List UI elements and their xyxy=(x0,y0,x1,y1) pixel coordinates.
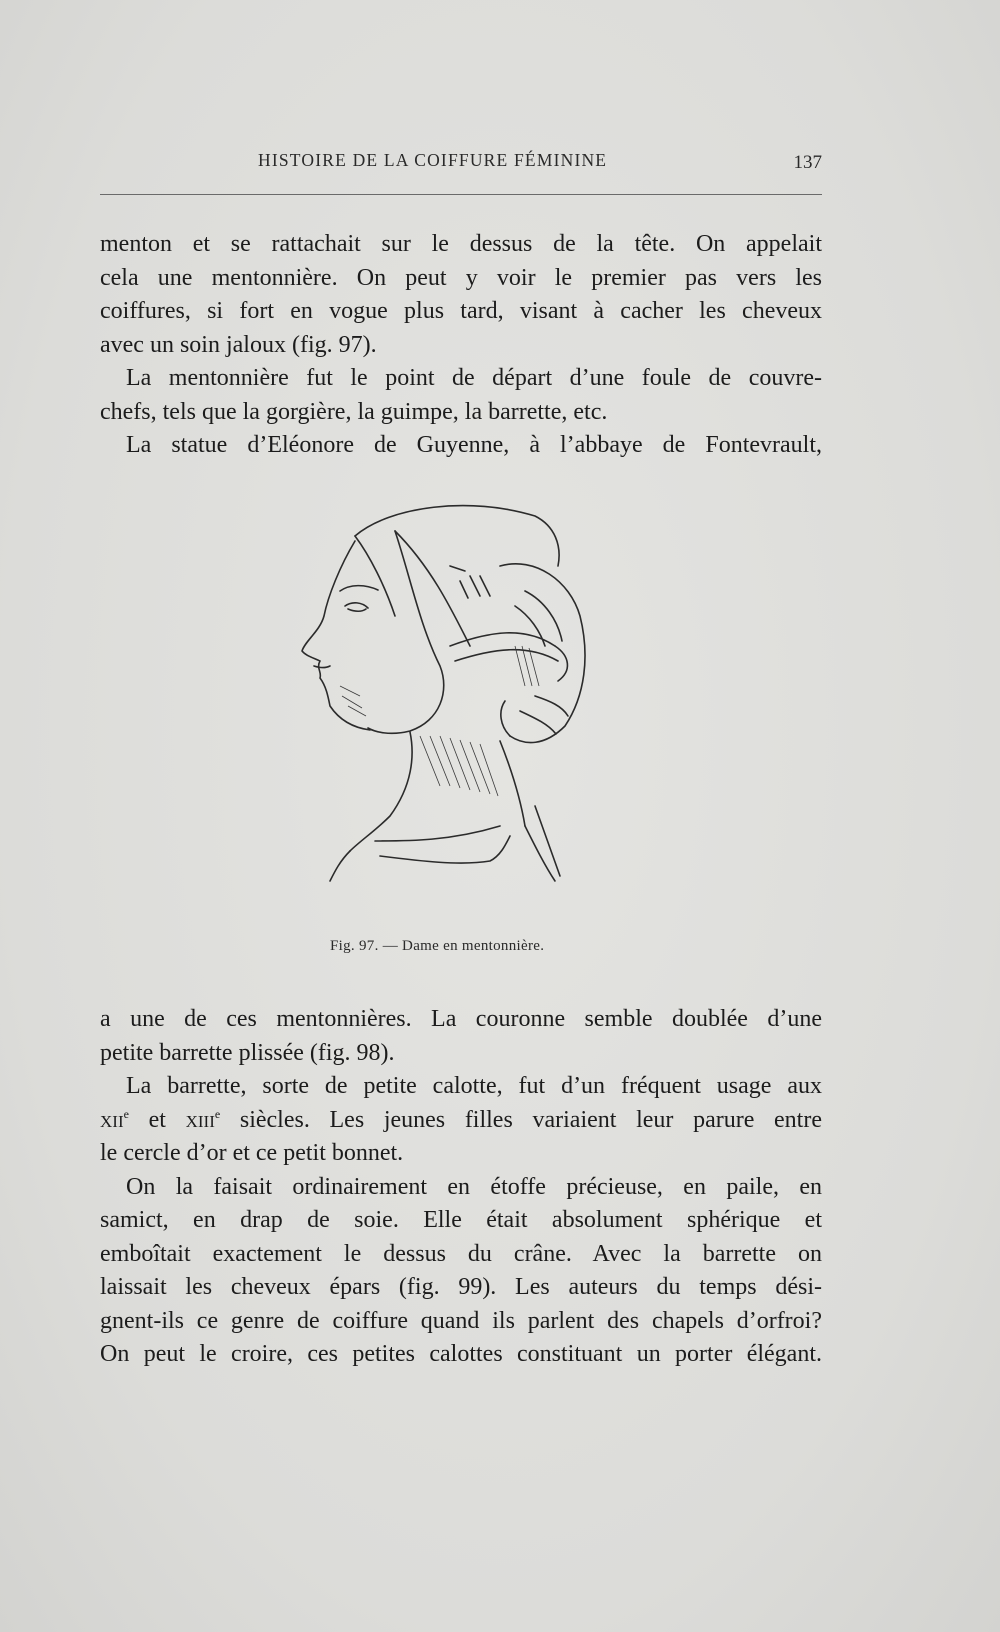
paragraph xyxy=(100,1070,822,1171)
text-line: a une de ces mentonnières. La couronne semble doublée d’une xyxy=(100,1006,822,1032)
text-fragment: et xyxy=(128,1106,186,1133)
superscript: e xyxy=(123,1106,129,1121)
paragraph xyxy=(100,228,822,362)
paragraph xyxy=(100,1171,822,1372)
text-line: laissait les cheveux épars (fig. 99). Les auteurs du temps dési- xyxy=(100,1274,822,1300)
text-line: On la faisait ordinairement en étoffe précieuse, en paile, en xyxy=(126,1173,822,1200)
paragraph xyxy=(100,1003,822,1070)
text-line xyxy=(100,1104,822,1138)
running-title: HISTOIRE DE LA COIFFURE FÉMININE xyxy=(258,150,608,170)
figure-illustration xyxy=(300,496,620,916)
text-line: La statue d’Eléonore de Guyenne, à l’abbaye de Fontevrault, xyxy=(126,432,822,458)
text-line: chefs, tels que la gorgière, la guimpe, la barrette, etc. xyxy=(100,398,608,425)
paragraph xyxy=(100,362,822,429)
text-line: La mentonnière fut le point de départ d’une foule de couvre- xyxy=(126,365,822,391)
text-line: samict, en drap de soie. Elle était absolument sphérique et xyxy=(100,1207,822,1233)
superscript: e xyxy=(214,1106,221,1121)
roman-numeral: xii xyxy=(100,1106,124,1133)
text-block-bottom xyxy=(100,1003,822,1372)
profile-woman-chin-band-icon xyxy=(300,496,620,916)
text-line: menton et se rattachait sur le dessus de la tête. On appelait xyxy=(100,231,822,257)
text-line: La barrette, sorte de petite calotte, fut d’un fréquent usage aux xyxy=(126,1073,822,1099)
text-line: petite barrette plissée (fig. 98). xyxy=(100,1039,395,1066)
text-line: On peut le croire, ces petites calottes constituant un porter élégant. xyxy=(100,1341,822,1367)
text-line: cela une mentonnière. On peut y voir le premier pas vers les xyxy=(100,264,822,291)
page-number: 137 xyxy=(793,152,822,173)
text-line: le cercle d’or et ce petit bonnet. xyxy=(100,1140,404,1166)
figure-caption: Fig. 97. — Dame en mentonnière. xyxy=(330,938,545,954)
paragraph xyxy=(100,429,822,463)
header-rule xyxy=(100,194,822,195)
text-fragment: siècles. Les jeunes filles variaient leur parure entre xyxy=(220,1106,822,1133)
text-line: avec un soin jaloux (fig. 97). xyxy=(100,331,377,358)
text-line: coiffures, si fort en vogue plus tard, visant à cacher les cheveux xyxy=(100,298,822,324)
page-header xyxy=(100,148,822,178)
text-line: gnent-ils ce genre de coiffure quand ils parlent des chapels d’orfroi? xyxy=(100,1307,822,1334)
roman-numeral: xiii xyxy=(185,1106,215,1133)
text-block-top xyxy=(100,228,822,463)
text-line: emboîtait exactement le dessus du crâne. Avec la barrette on xyxy=(100,1240,822,1267)
